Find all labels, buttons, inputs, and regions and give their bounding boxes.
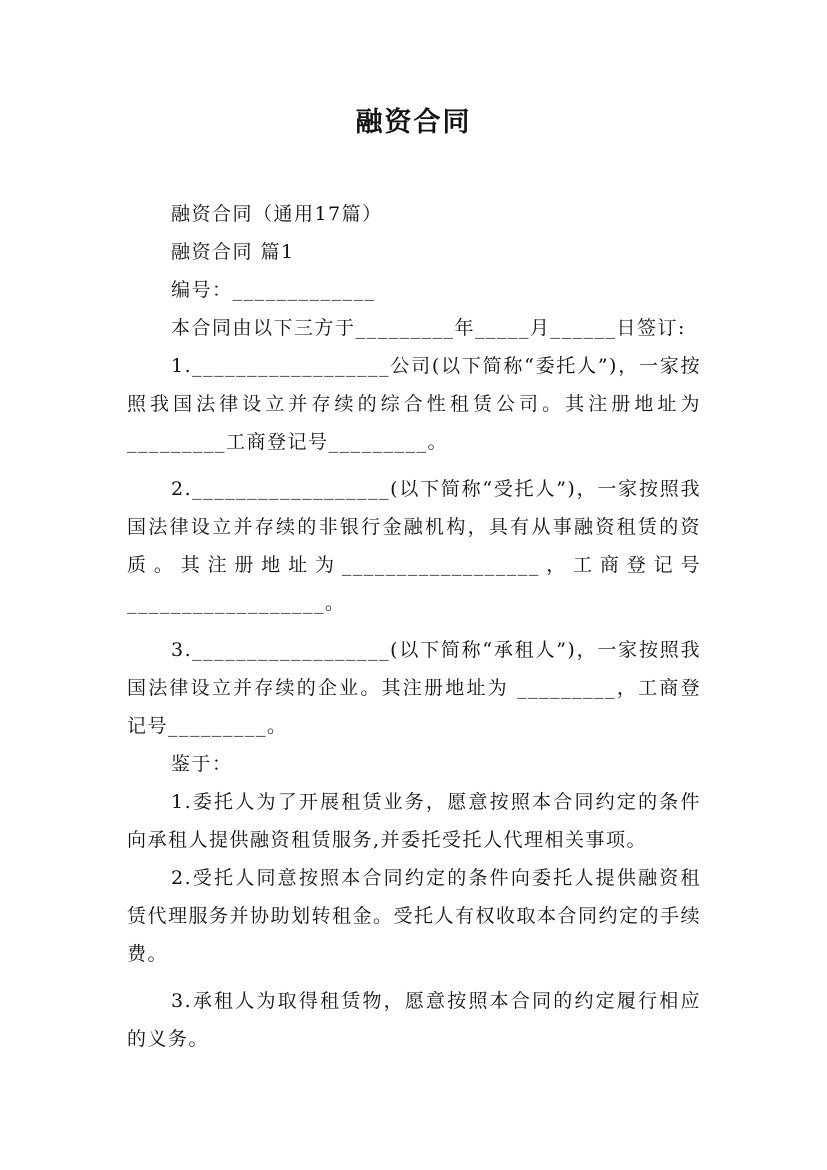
party-1-paragraph: 1.__________________公司(以下简称“委托人”)，一家按照我国法律设立并存续的综合性租赁公司。其注册地址为 _________工商登记号_________。: [127, 355, 701, 453]
contract-number-line: 编号：_____________: [171, 279, 376, 301]
party-3-paragraph: 3.__________________(以下简称“承租人”)，一家按照我国法律设立并存续的企业。其注册地址为 _________，工商登记号_________。: [127, 639, 701, 737]
whereas-clause-2: 2.受托人同意按照本合同约定的条件向委托人提供融资租赁代理服务并协助划转租金。受托人有权收取本合同约定的手续费。: [127, 867, 702, 965]
whereas-heading: 鉴于：: [171, 753, 233, 775]
whereas-clause-1: 1.委托人为了开展租赁业务，愿意按照本合同约定的条件向承租人提供融资租赁服务,并委托受托人代理相关事项。: [127, 791, 701, 851]
section-heading: 融资合同 篇1: [171, 241, 295, 263]
whereas-clause-3: 3.承租人为取得租赁物，愿意按照本合同的约定履行相应的义务。: [127, 990, 701, 1050]
party-2-paragraph: 2.__________________(以下简称“受托人”)，一家按照我国法律设立并存续的非银行金融机构，具有从事融资租赁的资质。其注册地址为__________________，工商登记号__________________。: [127, 478, 701, 614]
document-body: [127, 195, 701, 1058]
document-title: 融资合同: [355, 107, 472, 138]
subtitle-paragraph: 融资合同（通用17篇）: [171, 203, 383, 225]
signing-date-line: 本合同由以下三方于_________年_____月______日签订:: [171, 317, 686, 339]
